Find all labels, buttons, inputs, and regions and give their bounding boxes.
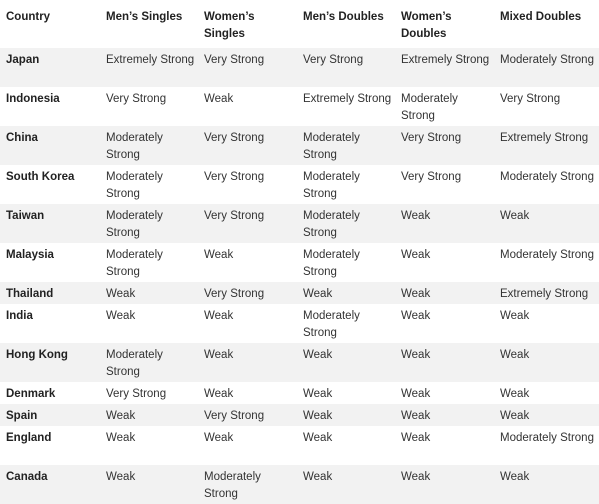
country-cell: Hong Kong [6, 349, 68, 361]
country-cell: Canada [6, 471, 48, 483]
table-cell: Weak [204, 349, 234, 361]
table-cell: Weak [401, 410, 431, 422]
table-cell: Weak [106, 432, 136, 444]
table-cell: Moderately Strong [204, 471, 261, 500]
table-cell: Moderately Strong [303, 310, 360, 339]
table-cell: Weak [106, 471, 136, 483]
header-mens-singles: Men’s Singles [106, 11, 183, 23]
table-row [0, 126, 599, 165]
header-mens-doubles: Men’s Doubles [303, 11, 384, 23]
table-cell: Weak [303, 388, 333, 400]
header-womens-singles: Women’s Singles [204, 11, 255, 40]
table-cell: Very Strong [204, 132, 265, 144]
table-cell: Weak [401, 288, 431, 300]
table-cell: Moderately Strong [106, 171, 163, 200]
table-cell: Extremely Strong [500, 288, 589, 300]
table-cell: Moderately Strong [500, 249, 594, 261]
table-cell: Weak [204, 432, 234, 444]
table-cell: Very Strong [401, 132, 462, 144]
header-mixed-doubles: Mixed Doubles [500, 11, 582, 23]
table-cell: Very Strong [204, 410, 265, 422]
table-row [0, 304, 599, 343]
table-cell: Weak [204, 249, 234, 261]
table-cell: Very Strong [500, 93, 561, 105]
table-cell: Weak [303, 288, 333, 300]
table-row [0, 48, 599, 87]
table-cell: Weak [401, 432, 431, 444]
table-cell: Moderately Strong [106, 349, 163, 378]
table-cell: Weak [106, 310, 136, 322]
table-cell: Moderately Strong [303, 132, 360, 161]
table-cell: Weak [303, 471, 333, 483]
table-row [0, 204, 599, 243]
header-country: Country [6, 11, 51, 23]
country-cell: Indonesia [6, 93, 60, 105]
table-row [0, 165, 599, 204]
table-cell: Very Strong [204, 54, 265, 66]
table-row [0, 87, 599, 126]
table-row [0, 426, 599, 465]
table-cell: Extremely Strong [500, 132, 589, 144]
table-cell: Moderately Strong [303, 210, 360, 239]
table-cell: Weak [500, 388, 530, 400]
table-row [0, 343, 599, 382]
table-cell: Weak [204, 310, 234, 322]
country-cell: Spain [6, 410, 38, 422]
table-cell: Moderately Strong [106, 210, 163, 239]
table-cell: Weak [204, 388, 234, 400]
table-cell: Weak [401, 388, 431, 400]
table-cell: Weak [401, 310, 431, 322]
country-cell: Japan [6, 54, 40, 66]
country-cell: Taiwan [6, 210, 45, 222]
table-cell: Moderately Strong [500, 432, 594, 444]
country-cell: Thailand [6, 288, 54, 300]
table-cell: Moderately Strong [401, 93, 458, 122]
table-cell: Weak [204, 93, 234, 105]
table-cell: Weak [500, 210, 530, 222]
country-cell: China [6, 132, 38, 144]
table-cell: Very Strong [106, 388, 167, 400]
table-cell: Very Strong [106, 93, 167, 105]
table-row [0, 282, 599, 304]
table-cell: Extremely Strong [401, 54, 490, 66]
table-cell: Weak [303, 432, 333, 444]
table-cell: Weak [401, 210, 431, 222]
country-cell: Malaysia [6, 249, 54, 261]
table-header-row [0, 0, 599, 48]
table-row [0, 243, 599, 282]
table-cell: Moderately Strong [106, 132, 163, 161]
table-cell: Weak [401, 349, 431, 361]
table-cell: Very Strong [204, 210, 265, 222]
table-cell: Weak [401, 471, 431, 483]
table-cell: Extremely Strong [106, 54, 195, 66]
country-cell: Denmark [6, 388, 56, 400]
table-cell: Moderately Strong [500, 54, 594, 66]
table-cell: Very Strong [204, 171, 265, 183]
table-cell: Weak [500, 349, 530, 361]
table-cell: Very Strong [204, 288, 265, 300]
table-cell: Weak [500, 310, 530, 322]
table-cell: Weak [401, 249, 431, 261]
country-cell: India [6, 310, 33, 322]
table-cell: Very Strong [401, 171, 462, 183]
table-cell: Moderately Strong [303, 171, 360, 200]
table-cell: Weak [500, 471, 530, 483]
country-cell: South Korea [6, 171, 75, 183]
table-cell: Moderately Strong [500, 171, 594, 183]
table-cell: Weak [106, 288, 136, 300]
table-cell: Very Strong [303, 54, 364, 66]
table-cell: Weak [303, 410, 333, 422]
header-womens-doubles: Women’s Doubles [401, 11, 452, 40]
table-cell: Moderately Strong [106, 249, 163, 278]
table-cell: Weak [303, 349, 333, 361]
table-row [0, 465, 599, 504]
table-cell: Weak [500, 410, 530, 422]
country-cell: England [6, 432, 52, 444]
table-row [0, 404, 599, 426]
table-cell: Moderately Strong [303, 249, 360, 278]
table-cell: Extremely Strong [303, 93, 392, 105]
table-cell: Weak [106, 410, 136, 422]
table-row [0, 382, 599, 404]
